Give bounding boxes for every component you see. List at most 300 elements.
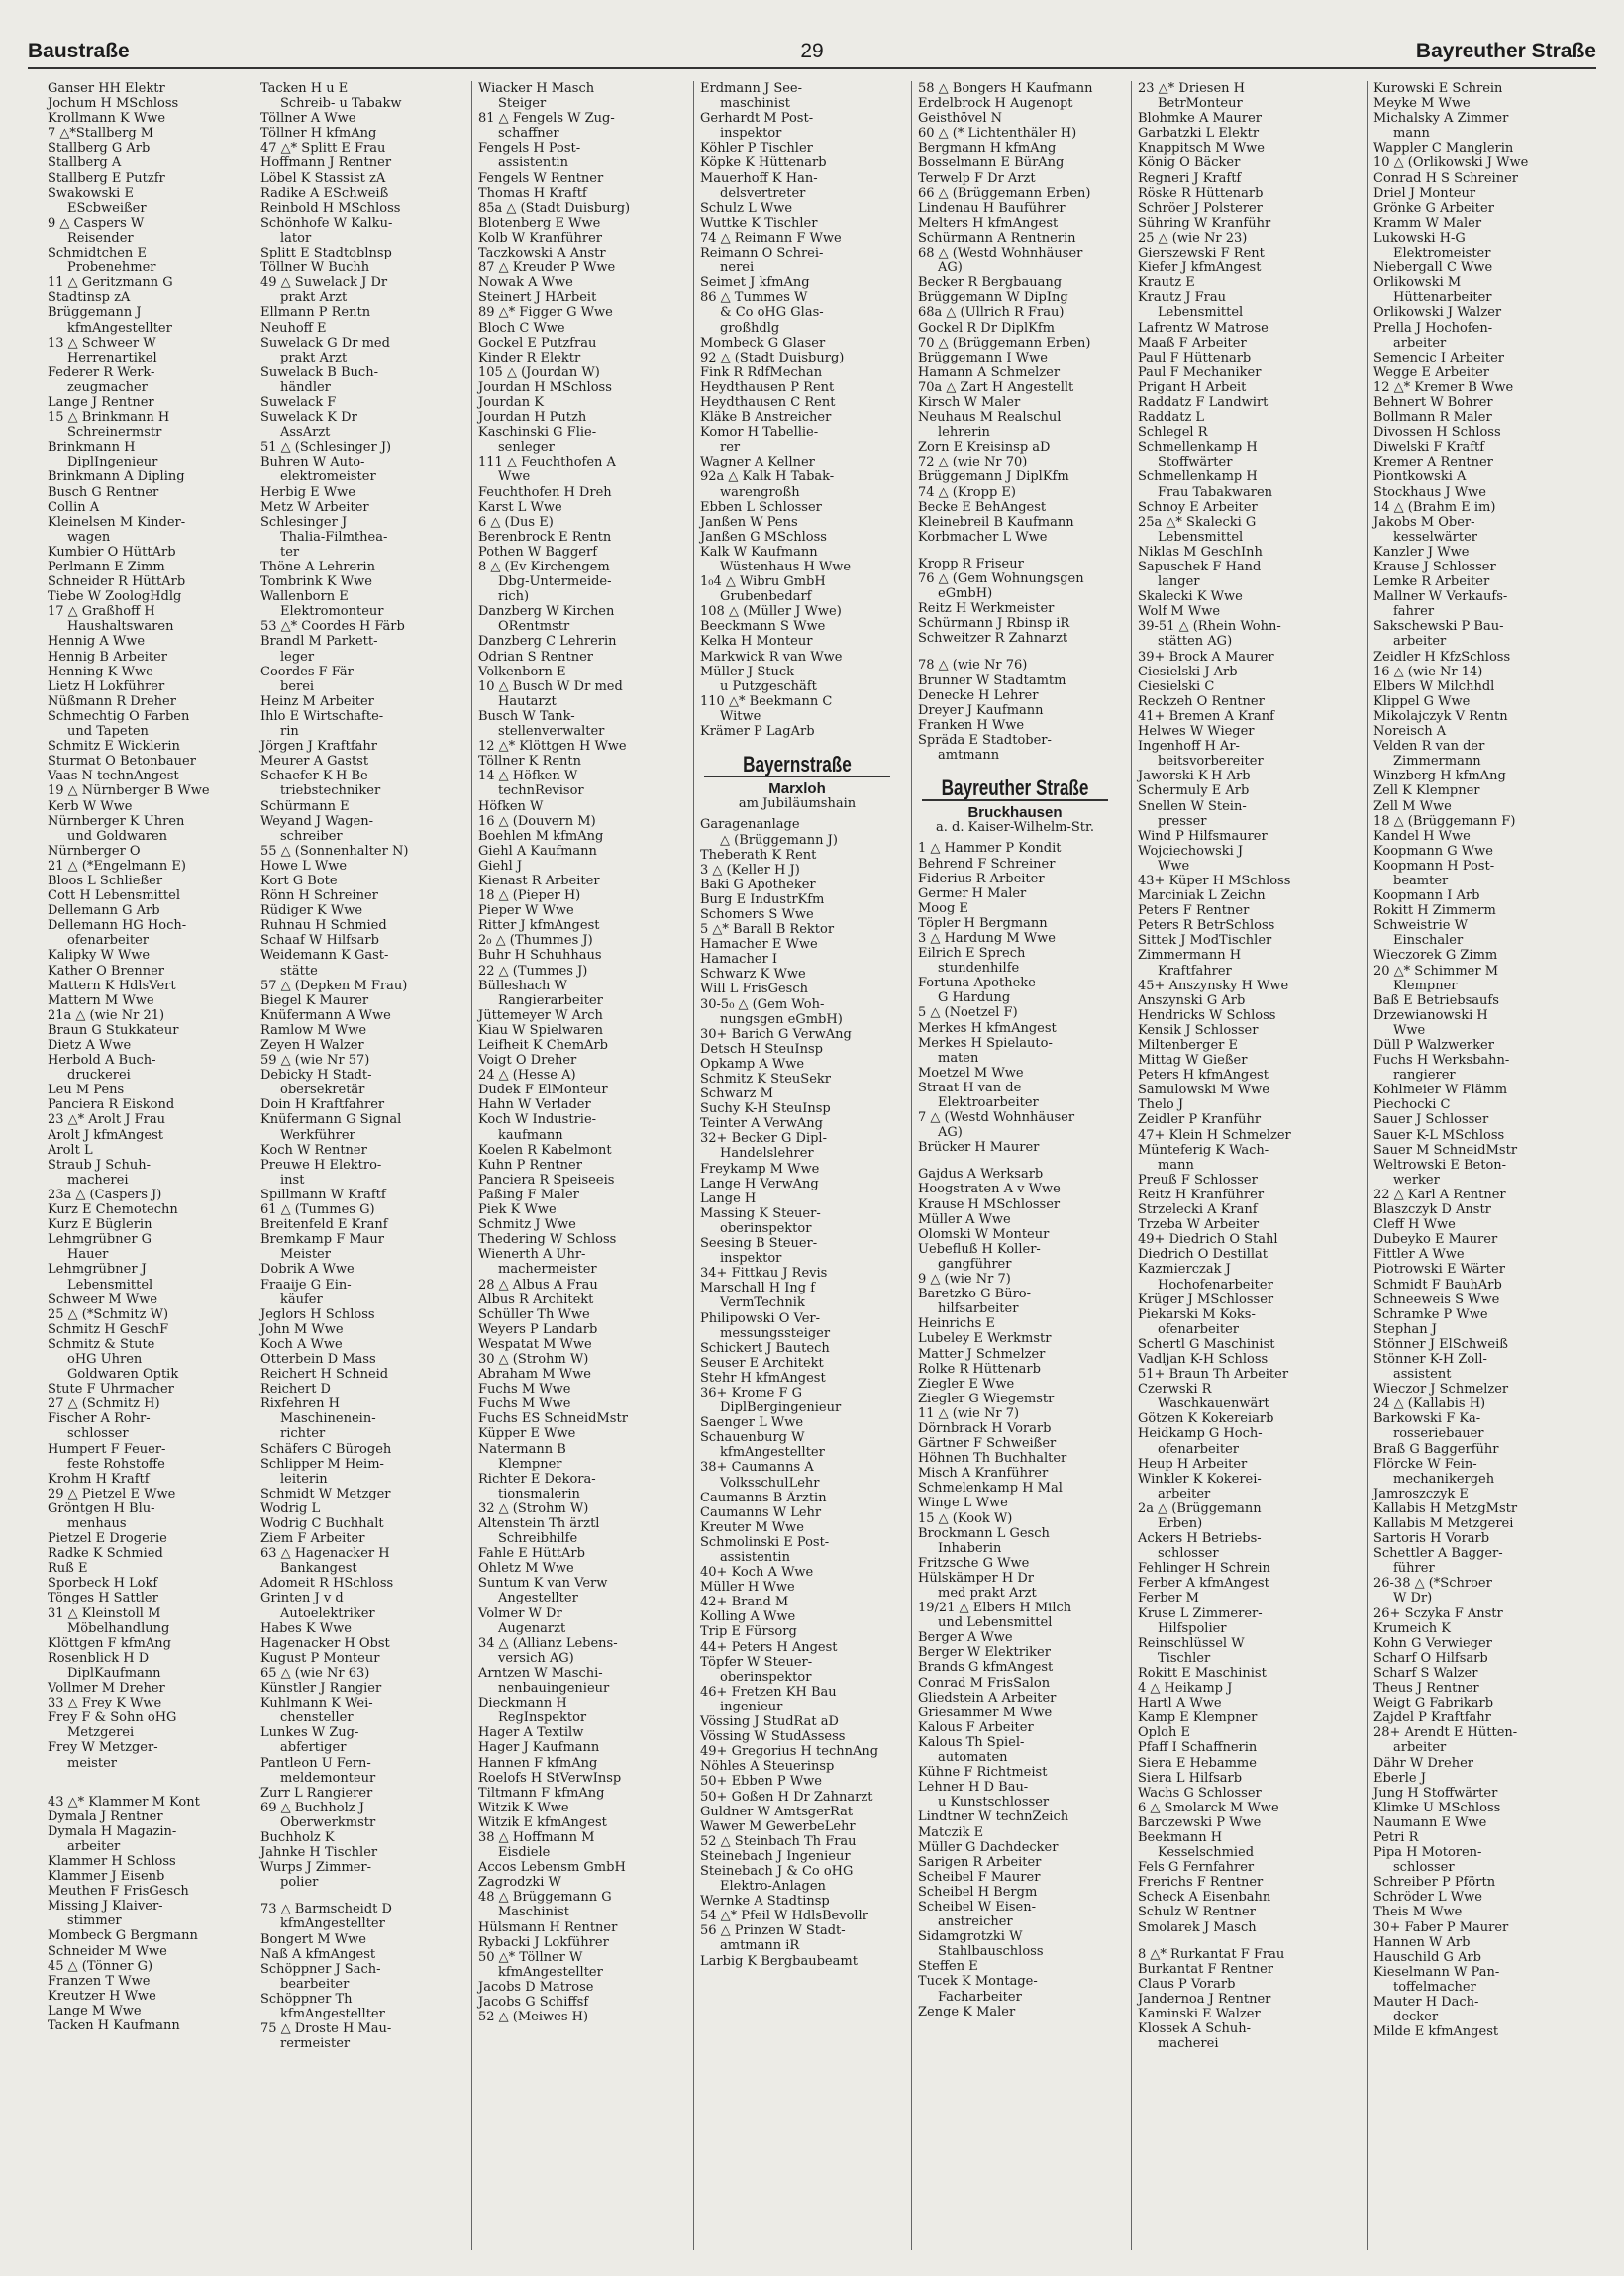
directory-entry: Terwelp F Dr Arzt xyxy=(918,170,1036,186)
directory-entry: Lange H VerwAng xyxy=(700,1176,819,1191)
directory-entry: Dörnbrack H Vorarb xyxy=(918,1420,1052,1436)
directory-entry: Kiau W Spielwaren xyxy=(478,1022,604,1038)
directory-entry: Straub J Schuh- xyxy=(48,1157,151,1173)
directory-entry: leger xyxy=(280,649,315,665)
directory-entry: Krollmann K Wwe xyxy=(48,111,166,127)
directory-entry: Tiebe W ZoologHdlg xyxy=(48,589,182,605)
directory-entry: Uebefluß H Koller- xyxy=(918,1241,1041,1257)
directory-entry: Schlesinger J xyxy=(260,514,348,530)
directory-entry: chensteller xyxy=(280,1710,354,1726)
directory-entry: Hamacher I xyxy=(700,952,777,968)
directory-entry: mechanikergeh xyxy=(1393,1471,1495,1487)
directory-entry: Schmidt F BauhArb xyxy=(1373,1277,1502,1293)
directory-entry: Semencic I Arbeiter xyxy=(1373,350,1505,365)
directory-entry: Autoelektriker xyxy=(280,1605,375,1621)
directory-entry: Kolb W Kranführer xyxy=(478,230,603,246)
directory-entry: Niebergall C Wwe xyxy=(1373,260,1493,276)
directory-entry: Vössing J StudRat aD xyxy=(700,1714,839,1730)
directory-entry: Dudek F ElMonteur xyxy=(478,1083,608,1098)
directory-entry: AG) xyxy=(938,260,963,276)
directory-entry: 14 △ (Brahm E im) xyxy=(1373,499,1496,515)
directory-entry: 28 △ Albus A Frau xyxy=(478,1277,598,1293)
directory-entry: 10 △ (Orlikowski J Wwe xyxy=(1373,155,1529,171)
directory-entry: Koopmann G Wwe xyxy=(1373,843,1493,859)
directory-entry: Weltrowski E Beton- xyxy=(1373,1157,1507,1173)
directory-entry: Rokitt H Zimmerm xyxy=(1373,903,1496,919)
directory-entry: Maaß F Arbeiter xyxy=(1138,335,1247,351)
directory-entry: Sakschewski P Bau- xyxy=(1373,619,1504,635)
directory-entry: Münteferig K Wach- xyxy=(1138,1142,1269,1158)
directory-entry: Hager J Kaufmann xyxy=(478,1740,600,1756)
directory-entry: delsvertreter xyxy=(720,185,806,201)
directory-entry: Panciera R Speiseeis xyxy=(478,1172,615,1188)
directory-entry: Schröder L Wwe xyxy=(1373,1890,1482,1906)
directory-entry: 78 △ (wie Nr 76) xyxy=(918,658,1028,673)
directory-entry: Samulowski M Wwe xyxy=(1138,1083,1269,1098)
directory-entry: kfmAngestellter xyxy=(498,1964,603,1980)
directory-entry: 52 △ Steinbach Th Frau xyxy=(700,1833,857,1849)
directory-entry: Kalipky W Wwe xyxy=(48,948,151,964)
directory-entry: Tucek K Montage- xyxy=(918,1974,1038,1990)
directory-entry: stimmer xyxy=(67,1914,122,1929)
directory-entry: Buhr H Schuhhaus xyxy=(478,948,602,964)
directory-entry: Bloos L Schließer xyxy=(48,873,163,888)
directory-entry: Heinrichs E xyxy=(918,1316,995,1332)
directory-entry: Velden R van der xyxy=(1373,739,1485,755)
directory-entry: Metzgerei xyxy=(67,1725,135,1741)
directory-entry: Winkler K Kokerei- xyxy=(1138,1471,1262,1487)
directory-entry: Pfaff I Schaffnerin xyxy=(1138,1740,1258,1756)
directory-entry: langer xyxy=(1158,574,1200,590)
directory-entry: Mauter H Dach- xyxy=(1373,1995,1479,2010)
district-name: Marxloh xyxy=(768,780,826,798)
directory-entry: Schulz L Wwe xyxy=(700,200,793,216)
street-heading: Bayreuther Straße xyxy=(941,776,1089,801)
directory-entry: Kort G Bote xyxy=(260,873,338,888)
directory-entry: Hochofenarbeiter xyxy=(1158,1277,1273,1293)
directory-entry: Kohlmeier W Flämm xyxy=(1373,1083,1508,1098)
directory-entry: Facharbeiter xyxy=(938,1989,1022,2005)
directory-entry: Trzeba W Arbeiter xyxy=(1138,1217,1260,1233)
directory-entry: Tacken H Kaufmann xyxy=(48,2018,180,2033)
directory-entry: Will L FrisGesch xyxy=(700,982,808,997)
directory-entry: 7 △*Stallberg M xyxy=(48,126,154,142)
directory-entry: Fengels H Post- xyxy=(478,141,581,156)
directory-entry: Ritter J kfmAngest xyxy=(478,918,600,934)
directory-entry: macherei xyxy=(1158,2036,1219,2052)
directory-entry: Heydthausen P Rent xyxy=(700,379,835,395)
directory-entry: Beekmann H xyxy=(1138,1829,1223,1845)
directory-entry: Burkantat F Rentner xyxy=(1138,1961,1273,1977)
directory-entry: Moog E xyxy=(918,900,968,916)
directory-entry: Töllner H kfmAng xyxy=(260,126,377,142)
directory-entry: zeugmacher xyxy=(67,379,148,395)
street-heading: Bayernstraße xyxy=(743,752,852,777)
directory-entry: 12 △* Klöttgen H Wwe xyxy=(478,739,627,755)
directory-entry: assistentin xyxy=(498,155,568,171)
directory-entry: 24 △ (Kallabis H) xyxy=(1373,1397,1486,1412)
directory-entry: Fuchs M Wwe xyxy=(478,1382,571,1397)
directory-entry: Kurz E Chemotechn xyxy=(48,1202,178,1218)
directory-entry: Korbmacher L Wwe xyxy=(918,529,1048,545)
directory-entry: Kolling A Wwe xyxy=(700,1609,796,1625)
directory-entry: presser xyxy=(1158,813,1207,829)
directory-entry: 68 △ (Westd Wohnhäuser xyxy=(918,246,1083,261)
directory-entry: Braß G Baggerführ xyxy=(1373,1441,1499,1457)
spacer xyxy=(912,646,1118,658)
directory-entry: Kuhn P Rentner xyxy=(478,1157,582,1173)
directory-entry: Stephan J xyxy=(1373,1321,1437,1337)
directory-entry: Fritzsche G Wwe xyxy=(918,1555,1030,1571)
directory-entry: 30+ Faber P Maurer xyxy=(1373,1919,1509,1935)
directory-entry: Hamann A Schmelzer xyxy=(918,364,1061,380)
directory-entry: Dieckmann H xyxy=(478,1696,567,1711)
directory-entry: Dobrik A Wwe xyxy=(260,1262,355,1278)
directory-entry: 108 △ (Müller J Wwe) xyxy=(700,604,842,620)
directory-entry: Sauer J Schlosser xyxy=(1373,1112,1489,1128)
directory-entry: Schertl G Maschinist xyxy=(1138,1336,1275,1352)
directory-entry: hilfsarbeiter xyxy=(938,1301,1019,1317)
directory-entry: elektromeister xyxy=(280,469,376,485)
directory-entry: 57 △ (Depken M Frau) xyxy=(260,978,408,993)
directory-entry: Koelen R Kabelmont xyxy=(478,1142,612,1158)
directory-entry: Wallenborn E xyxy=(260,589,349,605)
directory-entry: Conrad M FrisSalon xyxy=(918,1675,1051,1691)
directory-entry: Gajdus A Werksarb xyxy=(918,1167,1044,1183)
directory-entry: Theis M Wwe xyxy=(1373,1905,1463,1920)
directory-entry: mann xyxy=(1158,1157,1194,1173)
directory-entry: Hamacher E Wwe xyxy=(700,937,818,953)
directory-entry: Weigt G Fabrikarb xyxy=(1373,1696,1494,1711)
directory-entry: 56 △ Prinzen W Stadt- xyxy=(700,1923,846,1939)
directory-entry: Paul F Mechaniker xyxy=(1138,364,1262,380)
directory-entry: Barkowski F Ka- xyxy=(1373,1411,1481,1427)
directory-entry: Berger W Elektriker xyxy=(918,1645,1051,1661)
directory-entry: Kienast R Arbeiter xyxy=(478,873,600,888)
directory-entry: Rangierarbeiter xyxy=(498,992,603,1008)
directory-entry: Dymala H Magazin- xyxy=(48,1823,177,1839)
directory-entry: Klippel G Wwe xyxy=(1373,693,1471,709)
directory-entry: leiterin xyxy=(280,1471,328,1487)
directory-entry: Dellemann G Arb xyxy=(48,903,160,919)
directory-entry: amtmann iR xyxy=(720,1938,800,1954)
directory-entry: Siera E Hebamme xyxy=(1138,1755,1257,1771)
directory-entry: 26+ Sczyka F Anstr xyxy=(1373,1605,1503,1621)
directory-entry: Garagenanlage xyxy=(700,817,800,833)
directory-entry: meister xyxy=(67,1755,117,1771)
directory-entry: Spillmann W Kraftf xyxy=(260,1187,386,1202)
directory-entry: Thalia-Filmthea- xyxy=(280,529,388,545)
directory-entry: G Hardung xyxy=(938,990,1011,1006)
directory-entry: Düll P Walzwerker xyxy=(1373,1038,1494,1053)
directory-entry: Schreiber P Pförtn xyxy=(1373,1875,1496,1891)
directory-entry: 85a △ (Stadt Duisburg) xyxy=(478,200,631,216)
directory-entry: Snellen W Stein- xyxy=(1138,798,1247,814)
directory-entry: amtmann xyxy=(938,748,1000,764)
directory-entry: Wegge E Arbeiter xyxy=(1373,364,1489,380)
directory-entry: Schwarz M xyxy=(700,1086,773,1102)
directory-entry: 17 △ Graßhoff H xyxy=(48,604,155,620)
directory-entry: Bankangest xyxy=(280,1561,357,1577)
directory-entry: 51+ Braun Th Arbeiter xyxy=(1138,1367,1289,1383)
directory-entry: Gliedstein A Arbeiter xyxy=(918,1690,1057,1706)
directory-entry: Heydthausen C Rent xyxy=(700,394,836,410)
directory-entry: 11 △ Geritzmann G xyxy=(48,275,173,291)
directory-entry: Kandel H Wwe xyxy=(1373,828,1471,844)
directory-entry: Flörcke W Fein- xyxy=(1373,1456,1477,1472)
directory-entry: Jochum H MSchloss xyxy=(48,96,179,112)
directory-entry: Fink R RdfMechan xyxy=(700,364,823,380)
directory-entry: Richter E Dekora- xyxy=(478,1471,596,1487)
directory-entry: Trip E Fürsorg xyxy=(700,1624,797,1640)
directory-entry: Schürmann J Rbinsp iR xyxy=(918,616,1070,632)
directory-entry: Hülsmann H Rentner xyxy=(478,1919,618,1935)
header-street-start: Baustraße xyxy=(28,40,130,62)
directory-entry: Ciesielski J Arb xyxy=(1138,664,1238,679)
directory-entry: polier xyxy=(280,1875,319,1891)
directory-entry: Debicky H Stadt- xyxy=(260,1068,372,1084)
directory-entry: Tönges H Sattler xyxy=(48,1591,158,1606)
directory-entry: Berenbrock E Rentn xyxy=(478,529,612,545)
directory-entry: Stockhaus J Wwe xyxy=(1373,484,1486,500)
directory-entry: Ohletz M Wwe xyxy=(478,1561,574,1577)
directory-entry: 76 △ (Gem Wohnungsgen xyxy=(918,571,1084,586)
directory-entry: 19/21 △ Elbers H Milch xyxy=(918,1601,1072,1616)
directory-entry: Kramm W Maler xyxy=(1373,215,1482,231)
directory-entry: Klimke U MSchloss xyxy=(1373,1800,1501,1815)
directory-entry: 43 △* Klammer M Kont xyxy=(48,1794,200,1810)
directory-entry: arbeiter xyxy=(67,1838,121,1854)
directory-entry: tionsmalerin xyxy=(498,1486,580,1501)
directory-entry: Kazmierczak J xyxy=(1138,1262,1231,1278)
directory-entry: Kirsch W Maler xyxy=(918,394,1021,410)
directory-entry: Hoffmann J Rentner xyxy=(260,155,392,171)
directory-entry: Heidkamp G Hoch- xyxy=(1138,1426,1263,1442)
directory-entry: Steinert J HArbeit xyxy=(478,290,597,306)
directory-entry: Schmellenkamp H xyxy=(1138,469,1258,485)
directory-entry: Weidemann K Gast- xyxy=(260,948,389,964)
directory-entry: Roelofs H StVerwInsp xyxy=(478,1770,622,1786)
directory-entry: schlosser xyxy=(1393,1860,1455,1876)
directory-entry: Scheibel F Maurer xyxy=(918,1869,1041,1885)
directory-entry: Kamp E Klempner xyxy=(1138,1710,1258,1726)
directory-entry: Reichert D xyxy=(260,1382,331,1397)
directory-entry: Schmelenkamp H Mal xyxy=(918,1481,1063,1497)
directory-entry: Lehner H D Bau- xyxy=(918,1780,1029,1796)
directory-entry: 9 △ Caspers W xyxy=(48,215,145,231)
directory-entry: Schneider M Wwe xyxy=(48,1943,167,1959)
directory-entry: Rolke R Hüttenarb xyxy=(918,1361,1041,1377)
directory-entry: 92 △ (Stadt Duisburg) xyxy=(700,350,845,365)
directory-entry: Pieper W Wwe xyxy=(478,903,574,919)
directory-entry: Brockmann L Gesch xyxy=(918,1525,1050,1541)
directory-entry: Ruß E xyxy=(48,1561,88,1577)
directory-entry: 47 △* Splitt E Frau xyxy=(260,141,386,156)
directory-entry: Kleinebreil B Kaufmann xyxy=(918,514,1074,530)
directory-entry: Kieselmann W Pan- xyxy=(1373,1964,1500,1980)
directory-entry: Siera L Hilfsarb xyxy=(1138,1770,1243,1786)
directory-entry: maschinist xyxy=(720,96,790,112)
directory-entry: schlosser xyxy=(67,1426,129,1442)
directory-entry: Schüller Th Wwe xyxy=(478,1306,590,1322)
directory-entry: Baß E Betriebsaufs xyxy=(1373,992,1499,1008)
directory-entry: kfmAngestellter xyxy=(280,1916,385,1932)
directory-entry: Braun G Stukkateur xyxy=(48,1022,179,1038)
directory-entry: 19 △ Nürnberger B Wwe xyxy=(48,783,210,799)
directory-entry: 75 △ Droste H Mau- xyxy=(260,2021,392,2037)
directory-entry: Schlegel R xyxy=(1138,425,1208,441)
directory-entry: Mauerhoff K Han- xyxy=(700,170,818,186)
directory-entry: Pothen W Baggerf xyxy=(478,544,598,560)
directory-entry: Kreuter M Wwe xyxy=(700,1519,804,1535)
directory-entry: Doin H Kraftfahrer xyxy=(260,1097,385,1113)
directory-entry: Schreibhilfe xyxy=(498,1531,578,1547)
directory-entry: anstreicher xyxy=(938,1914,1013,1930)
directory-entry: Dellemann HG Hoch- xyxy=(48,918,187,934)
directory-entry: macherei xyxy=(67,1172,129,1188)
directory-entry: Frerichs F Rentner xyxy=(1138,1875,1264,1891)
directory-entry: Marschall H Ing f xyxy=(700,1281,816,1296)
directory-entry: Ziegler G Wiegemstr xyxy=(918,1391,1055,1406)
directory-entry: Herbold A Buch- xyxy=(48,1053,156,1069)
directory-entry: 51 △ (Schlesinger J) xyxy=(260,440,392,456)
directory-entry: Ingenhoff H Ar- xyxy=(1138,739,1240,755)
directory-entry: stellenverwalter xyxy=(498,724,605,740)
directory-entry: 52 △ (Meiwes H) xyxy=(478,2010,589,2025)
directory-entry: druckerei xyxy=(67,1068,131,1084)
directory-entry: AG) xyxy=(938,1125,963,1141)
directory-entry: Kanzler J Wwe xyxy=(1373,544,1470,560)
directory-entry: Krohm H Kraftf xyxy=(48,1471,150,1487)
directory-entry: 61 △ (Tummes G) xyxy=(260,1202,375,1218)
directory-entry: Koch W Industrie- xyxy=(478,1112,597,1128)
header-street-end: Bayreuther Straße xyxy=(1415,40,1596,62)
directory-entry: Brüggemann W DipIng xyxy=(918,290,1068,306)
directory-entry: abfertiger xyxy=(280,1740,347,1756)
directory-entry: 15 △ Brinkmann H xyxy=(48,410,170,426)
directory-entry: △ (Brüggemann J) xyxy=(720,832,838,848)
directory-entry: Höfken W xyxy=(478,798,544,814)
directory-entry: Steinebach J Ingenieur xyxy=(700,1848,851,1864)
directory-entry: Bergmann H kfmAng xyxy=(918,141,1057,156)
directory-entry: fahrer xyxy=(1393,604,1435,620)
directory-entry: Olomski W Monteur xyxy=(918,1226,1050,1242)
directory-entry: bearbeiter xyxy=(280,1976,350,1992)
directory-entry: Jüttemeyer W Arch xyxy=(478,1007,603,1023)
directory-entry: Löbel K Stassist zA xyxy=(260,170,386,186)
directory-entry: Schürmann E xyxy=(260,798,350,814)
directory-entry: 87 △ Kreuder P Wwe xyxy=(478,260,616,276)
directory-entry: 7 △ (Westd Wohnhäuser xyxy=(918,1110,1075,1126)
directory-entry: Ihlo E Wirtschafte- xyxy=(260,708,384,724)
directory-entry: Zurr L Rangierer xyxy=(260,1785,373,1801)
directory-entry: Vollmer M Dreher xyxy=(48,1681,165,1697)
directory-entry: oHG Uhren xyxy=(67,1351,143,1367)
directory-entry: Witwe xyxy=(720,708,761,724)
page-number: 29 xyxy=(800,40,824,62)
directory-entry: Wüstenhaus H Wwe xyxy=(720,560,852,574)
directory-entry: Giehl A Kaufmann xyxy=(478,843,597,859)
directory-entry: John M Wwe xyxy=(260,1321,344,1337)
directory-entry: DiplIngenieur xyxy=(67,455,158,470)
directory-entry: Mattern K HdlsVert xyxy=(48,978,176,993)
directory-entry: Blohmke A Maurer xyxy=(1138,111,1263,127)
directory-entry: Lindtner W technZeich xyxy=(918,1810,1069,1825)
directory-entry: Schettler A Bagger- xyxy=(1373,1546,1503,1562)
directory-entry: Anszynski G Arb xyxy=(1138,992,1246,1008)
directory-entry: Hennig B Arbeiter xyxy=(48,649,167,665)
directory-entry: Brands G kfmAngest xyxy=(918,1660,1054,1676)
directory-entry: Stoffwärter xyxy=(1158,455,1233,470)
directory-entry: Gierszewski F Rent xyxy=(1138,246,1265,261)
directory-entry: Moetzel M Wwe xyxy=(918,1065,1024,1081)
directory-entry: Kallabis H MetzgMstr xyxy=(1373,1500,1518,1516)
directory-entry: assistent xyxy=(1393,1367,1452,1383)
directory-entry: Seuser E Architekt xyxy=(700,1355,824,1371)
directory-entry: 38 △ Hoffmann M xyxy=(478,1829,595,1845)
directory-entry: Accos Lebensm GmbH xyxy=(478,1860,626,1876)
directory-entry: 36+ Krome F G xyxy=(700,1385,803,1400)
directory-entry: Fortuna-Apotheke xyxy=(918,976,1036,991)
directory-entry: Gröntgen H Blu- xyxy=(48,1500,155,1516)
directory-entry: Scheck A Eisenbahn xyxy=(1138,1890,1271,1906)
directory-entry: Perlmann E Zimm xyxy=(48,560,165,574)
directory-entry: König O Bäcker xyxy=(1138,155,1241,171)
directory-entry: Adomeit R HSchloss xyxy=(260,1576,394,1592)
directory-entry: 32+ Becker G Dipl- xyxy=(700,1131,827,1147)
directory-entry: Wwe xyxy=(1393,1022,1426,1038)
directory-entry: versich AG) xyxy=(498,1650,574,1666)
directory-entry: Stehr H kfmAngest xyxy=(700,1370,826,1386)
directory-entry: 81 △ Fengels W Zug- xyxy=(478,111,615,127)
directory-entry: 3 △ Hardung M Wwe xyxy=(918,930,1056,946)
directory-entry: Schneider R HüttArb xyxy=(48,574,186,590)
directory-entry: Wodrig L xyxy=(260,1500,321,1516)
directory-entry: 63 △ Hagenacker H xyxy=(260,1546,390,1562)
directory-entry: 44+ Peters H Angest xyxy=(700,1639,838,1655)
directory-entry: Reinbold H MSchloss xyxy=(260,200,401,216)
directory-entry: Peters H kfmAngest xyxy=(1138,1068,1269,1084)
directory-entry: Naß A kfmAngest xyxy=(260,1946,376,1962)
directory-entry: Wespatat M Wwe xyxy=(478,1336,592,1352)
directory-entry: 6 △ (Dus E) xyxy=(478,514,554,530)
directory-entry: Hautarzt xyxy=(498,693,557,709)
directory-entry: Franken H Wwe xyxy=(918,717,1025,733)
directory-entry: Nürnberger O xyxy=(48,843,141,859)
directory-entry: Schnoy E Arbeiter xyxy=(1138,499,1258,515)
directory-entry: Elektroarbeiter xyxy=(938,1095,1039,1110)
directory-entry: Vadljan K-H Schloss xyxy=(1138,1351,1269,1367)
directory-entry: Franzen T Wwe xyxy=(48,1973,151,1989)
directory-entry: automaten xyxy=(938,1750,1008,1766)
directory-entry: Eilrich E Sprech xyxy=(918,946,1026,962)
directory-entry: Grinten J v d xyxy=(260,1591,344,1606)
directory-entry: Götzen K Kokereiarb xyxy=(1138,1411,1274,1427)
directory-entry: Wurps J Zimmer- xyxy=(260,1860,372,1876)
directory-entry: Sühring W Kranführ xyxy=(1138,215,1271,231)
directory-entry: Hilfspolier xyxy=(1158,1620,1227,1636)
directory-entry: Gärtner F Schweißer xyxy=(918,1436,1057,1452)
directory-entry: Freykamp M Wwe xyxy=(700,1161,820,1177)
directory-entry: Frey F & Sohn oHG xyxy=(48,1710,177,1726)
directory-column-6 xyxy=(1131,81,1338,2250)
directory-entry: 25a △* Skalecki G xyxy=(1138,514,1257,530)
directory-entry: Rüdiger K Wwe xyxy=(260,903,363,919)
directory-entry: Claus P Vorarb xyxy=(1138,1976,1236,1992)
directory-entry: Regneri J Kraftf xyxy=(1138,170,1242,186)
directory-entry: Berger A Wwe xyxy=(918,1630,1013,1646)
directory-entry: decker xyxy=(1393,2010,1439,2025)
